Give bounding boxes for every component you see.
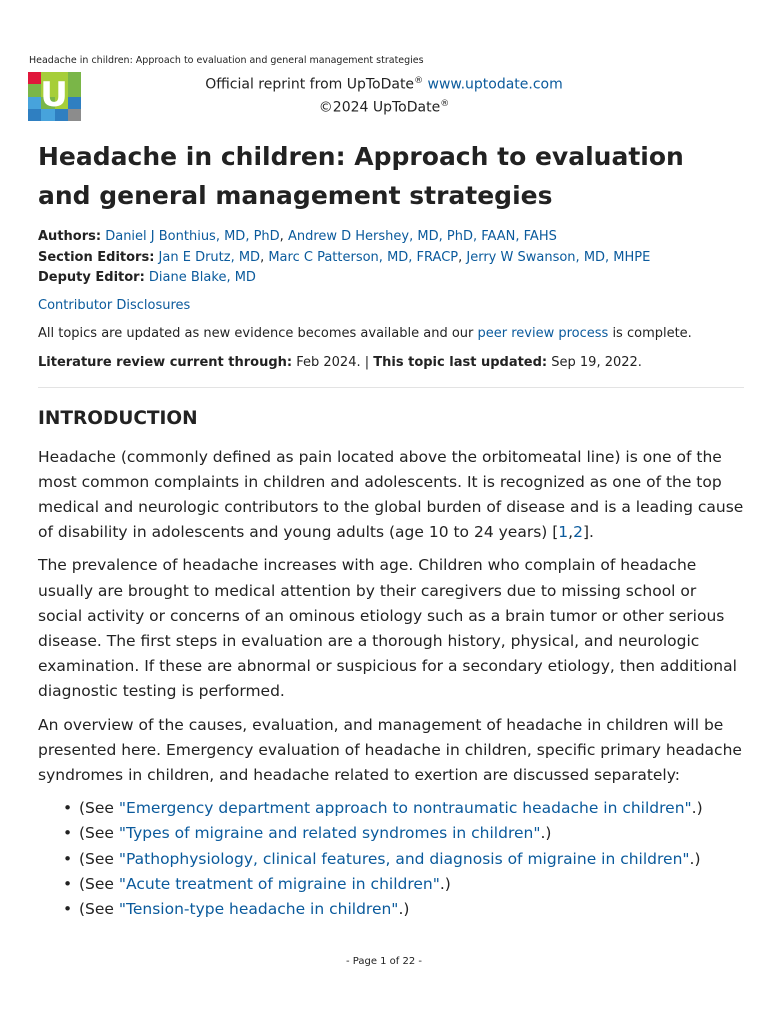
list-item bbox=[79, 821, 744, 846]
article-meta bbox=[38, 227, 744, 289]
see-prefix: (See bbox=[79, 874, 119, 893]
reference-comma: , bbox=[568, 523, 574, 542]
reference-close: ]. bbox=[582, 523, 594, 542]
copyright-text: ©2024 UpToDate bbox=[318, 99, 441, 116]
uptodate-url-link[interactable]: www.uptodate.com bbox=[427, 76, 563, 93]
see-also-list bbox=[38, 796, 744, 922]
see-link-pathophysiology[interactable]: "Pathophysiology, clinical features, and diagnosis of migraine in children" bbox=[118, 849, 690, 868]
reprint-notice bbox=[0, 72, 768, 117]
see-link-tension-type[interactable]: "Tension-type headache in children" bbox=[118, 899, 399, 918]
intro-paragraph-2: The prevalence of headache increases with age. Children who complain of headache usually are brought to medical attention by their caregivers due to missing school or social activity or concerns of an ominous etiology such as a brain tumor or other serious disease. The first steps in evaluation are a thorough history, physical, and neurologic examination. If these are abnormal or suspicious for a secondary etiology, then additional diagnostic testing is performed. bbox=[38, 556, 737, 701]
intro-paragraph-1 bbox=[38, 445, 744, 546]
authors-line: Authors: Daniel J Bonthius, MD, PhD, Andrew D Hershey, MD, PhD, FAAN, FAHS bbox=[38, 229, 557, 244]
see-link-acute-treatment[interactable]: "Acute treatment of migraine in children" bbox=[118, 874, 440, 893]
section-editor-link-3[interactable]: Jerry W Swanson, MD, MHPE bbox=[466, 249, 651, 265]
lit-review-label: Literature review current through: bbox=[38, 354, 293, 370]
section-editors-line: Section Editors: Jan E Drutz, MD, Marc C Patterson, MD, FRACP, Jerry W Swanson, MD, MHPE bbox=[38, 249, 651, 265]
author-link-2[interactable]: Andrew D Hershey, MD, PhD, FAAN, FAHS bbox=[287, 229, 557, 244]
review-dates bbox=[38, 353, 744, 373]
see-prefix: (See bbox=[79, 824, 119, 843]
section-editors-label: Section Editors: bbox=[38, 249, 155, 265]
see-suffix: .) bbox=[689, 849, 701, 868]
review-note-before: All topics are updated as new evidence becomes available and our bbox=[38, 325, 478, 341]
section-editor-link-2[interactable]: Marc C Patterson, MD, FRACP bbox=[268, 249, 459, 265]
see-suffix: .) bbox=[691, 799, 703, 818]
article-content bbox=[38, 138, 744, 922]
see-link-emergency-department[interactable]: "Emergency department approach to nontraumatic headache in children" bbox=[118, 799, 692, 818]
see-suffix: .) bbox=[439, 874, 451, 893]
logo-letter: U bbox=[40, 75, 68, 115]
lit-review-date: Feb 2024. bbox=[292, 354, 361, 370]
list-item bbox=[79, 796, 744, 821]
dates-separator: | bbox=[360, 354, 374, 370]
authors-label: Authors: bbox=[38, 229, 102, 244]
list-item bbox=[79, 897, 744, 922]
divider bbox=[38, 387, 744, 388]
deputy-editor-line bbox=[38, 268, 744, 289]
deputy-editor-label: Deputy Editor: bbox=[38, 270, 145, 285]
registered-mark-2: ® bbox=[440, 98, 450, 109]
last-updated-label: This topic last updated: bbox=[373, 354, 548, 370]
intro-paragraph-1-text: Headache (commonly defined as pain located above the orbitomeatal line) is one of the most common complaints in children and adolescents. It is recognized as one of the top medical and neurologic contributors to the global burden of disease and is a leading cause of disability in adolescents and young adults (age 10 to 24 years) [ bbox=[38, 447, 744, 542]
registered-mark: ® bbox=[414, 76, 424, 86]
review-note-after: is complete. bbox=[608, 325, 692, 341]
peer-review-process-link[interactable]: peer review process bbox=[477, 325, 609, 341]
article-title: Headache in children: Approach to evaluation and general management strategies bbox=[38, 142, 684, 210]
running-head: Headache in children: Approach to evaluation and general management strategies bbox=[29, 55, 424, 66]
section-heading-introduction: INTRODUCTION bbox=[38, 407, 198, 429]
see-suffix: .) bbox=[398, 899, 410, 918]
list-item bbox=[79, 872, 744, 897]
reprint-text: Official reprint from UpToDate bbox=[205, 76, 415, 93]
see-prefix: (See bbox=[79, 899, 119, 918]
section-editor-link-1[interactable]: Jan E Drutz, MD bbox=[158, 249, 261, 265]
page-footer: - Page 1 of 22 - bbox=[345, 956, 423, 967]
reference-link-2[interactable]: 2 bbox=[573, 523, 583, 542]
author-link-1[interactable]: Daniel J Bonthius, MD, PhD bbox=[105, 229, 280, 244]
reference-link-1[interactable]: 1 bbox=[558, 523, 569, 542]
see-link-types-of-migraine[interactable]: "Types of migraine and related syndromes in children" bbox=[118, 824, 541, 843]
contributor-disclosures-link[interactable]: Contributor Disclosures bbox=[38, 297, 191, 313]
review-note bbox=[38, 324, 744, 344]
see-prefix: (See bbox=[79, 799, 119, 818]
deputy-editor-link[interactable]: Diane Blake, MD bbox=[148, 270, 256, 285]
last-updated-date: Sep 19, 2022. bbox=[547, 354, 642, 370]
list-item bbox=[79, 847, 744, 872]
see-prefix: (See bbox=[79, 849, 119, 868]
intro-paragraph-3: An overview of the causes, evaluation, and management of headache in children will be presented here. Emergency evaluation of headache in children, specific primary headache syndromes in children, and headache related to exertion are discussed separately: bbox=[38, 715, 742, 784]
see-suffix: .) bbox=[540, 824, 552, 843]
